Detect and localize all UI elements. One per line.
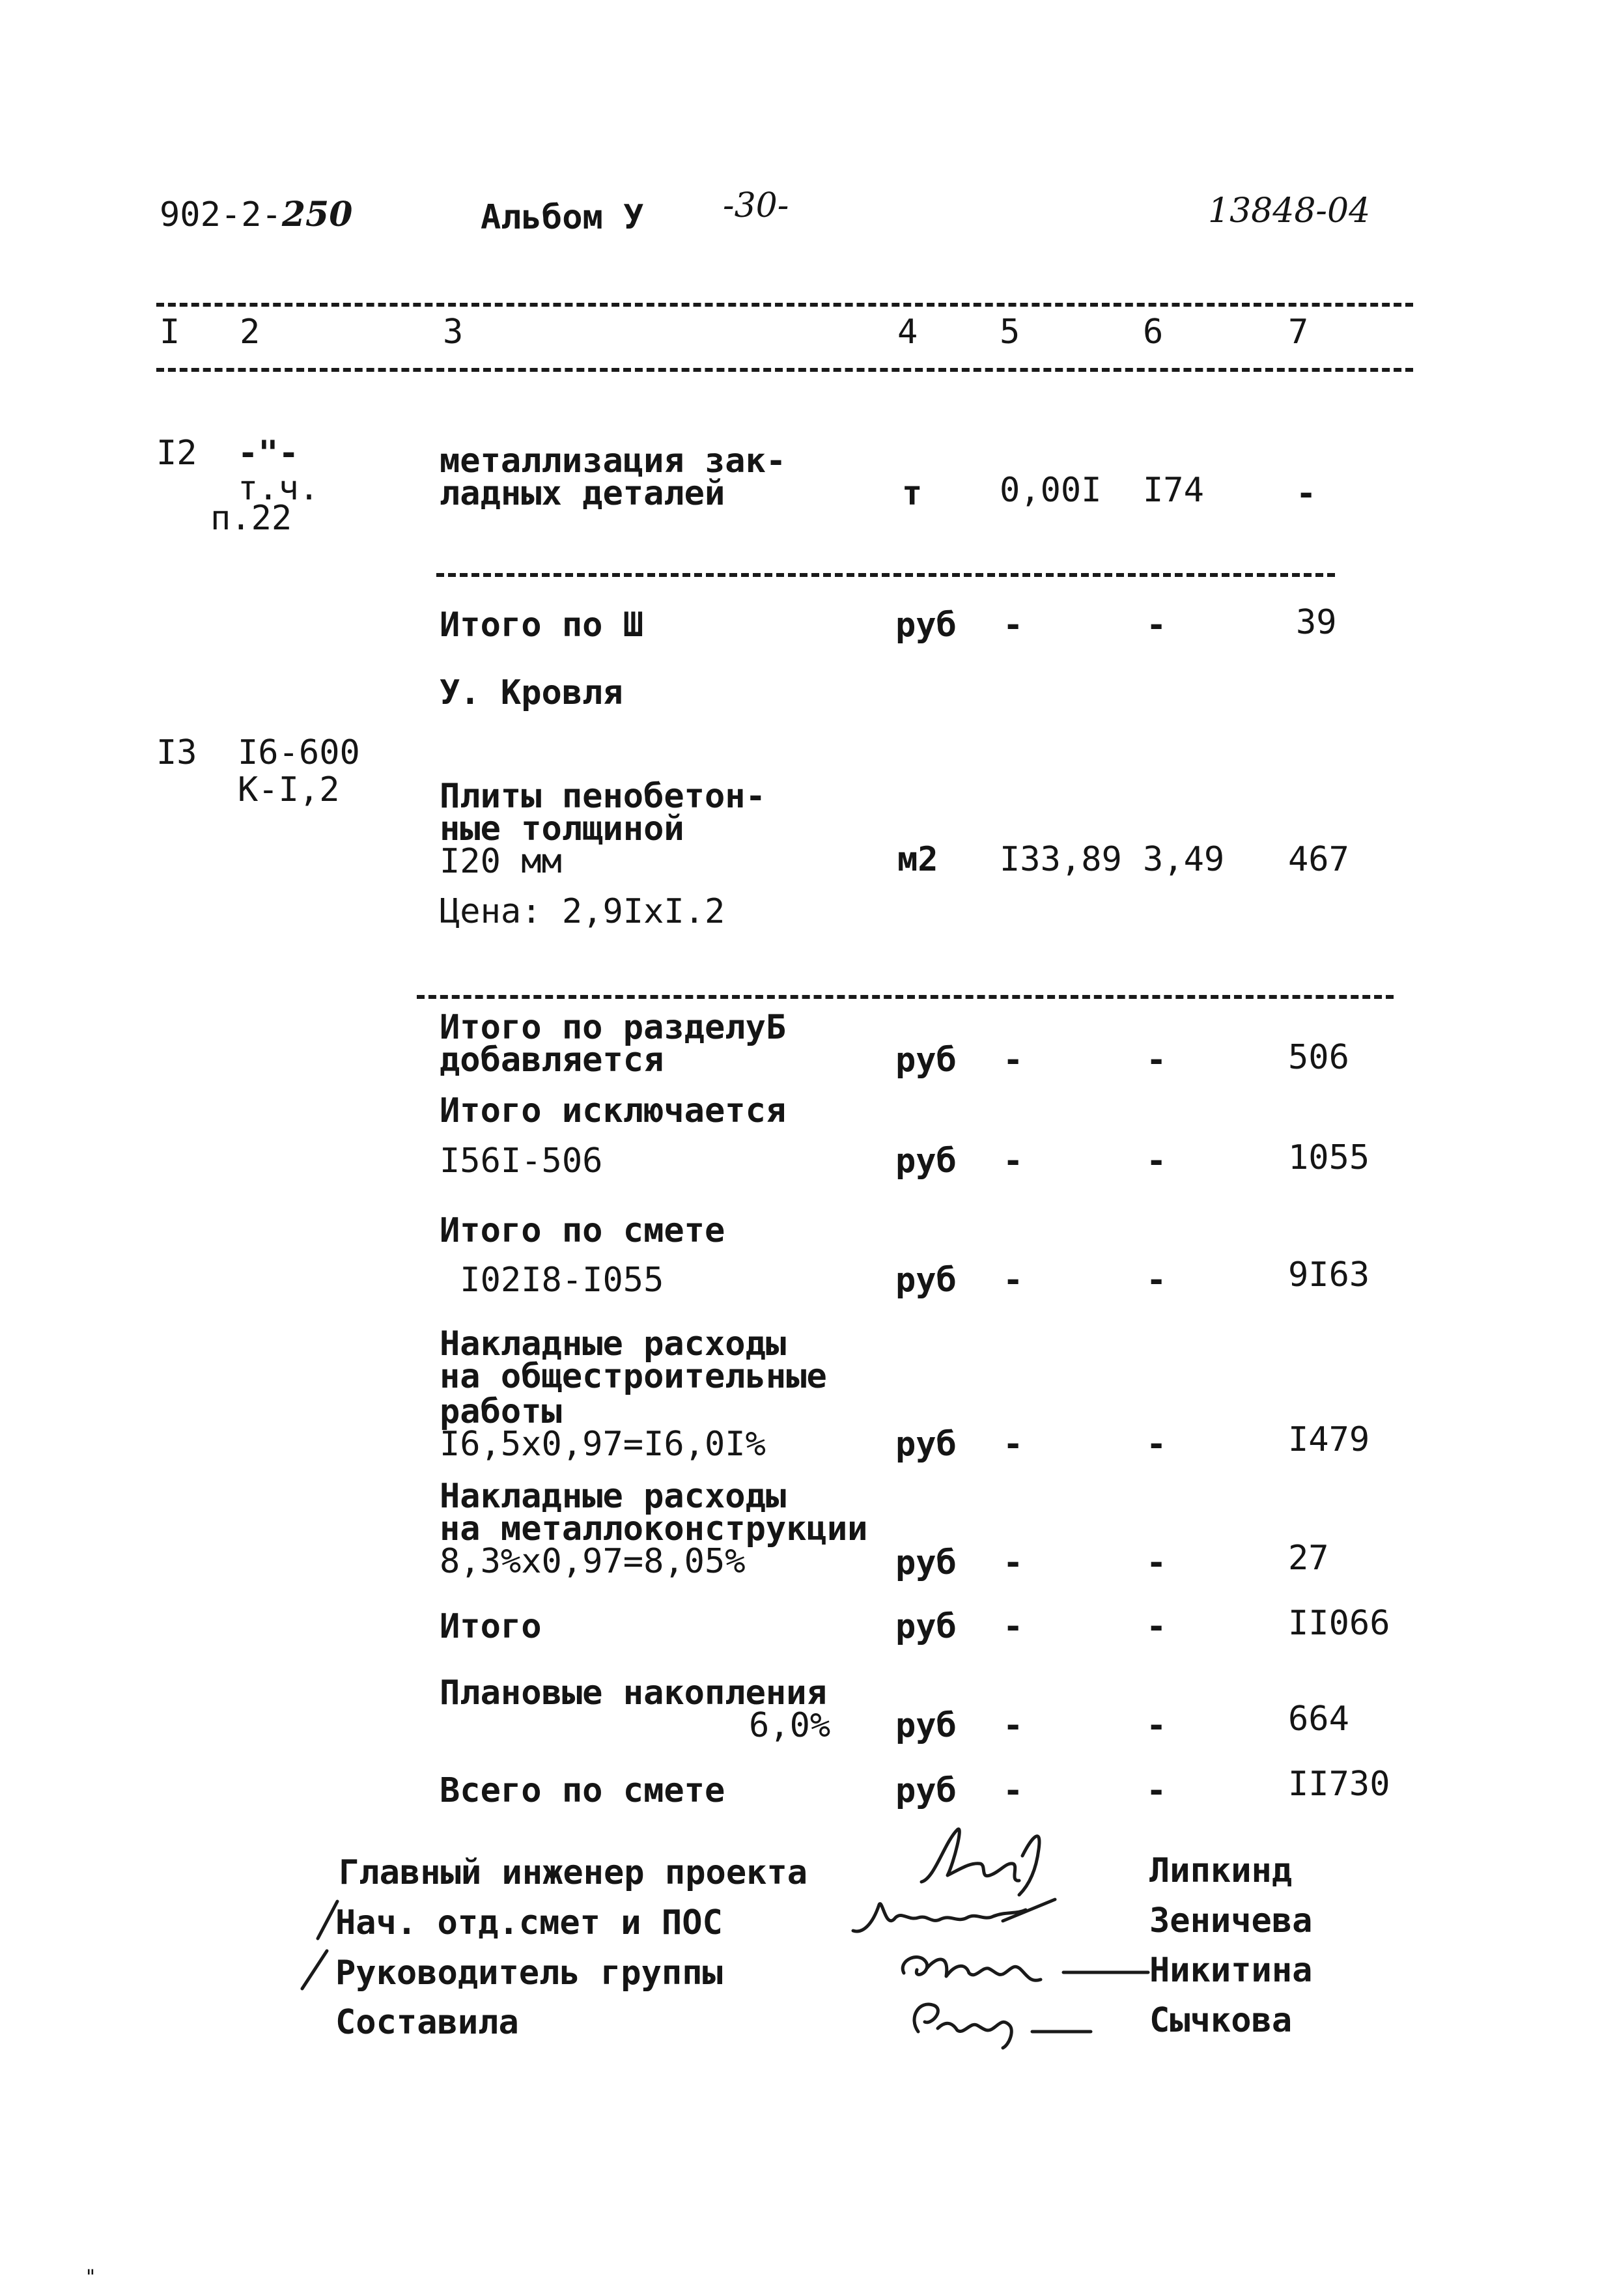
totals-label: 8,3%x0,97=8,05%: [440, 1542, 746, 1581]
totals-label: Накладные расходы: [440, 1477, 787, 1516]
page-number: -30-: [723, 186, 789, 225]
row-12-unit: т: [902, 474, 923, 513]
row-13-unit: м2: [897, 840, 938, 879]
totals-price: -: [1146, 1771, 1167, 1810]
row-13-description: Плиты пенобетон-: [440, 777, 766, 816]
totals-quantity: -: [1003, 1771, 1024, 1810]
signature-image: [908, 1817, 1065, 1901]
totals-unit: руб: [895, 1706, 957, 1745]
totals-label: Всего по смете: [440, 1771, 725, 1810]
totals-unit: руб: [895, 1543, 957, 1582]
totals-label: Итого по разделуБ: [440, 1008, 787, 1047]
totals-price: -: [1146, 1543, 1167, 1582]
row-13-number: I3: [156, 733, 197, 772]
row-13-description: ные толщиной: [440, 809, 684, 848]
row-12-description: ладных деталей: [440, 474, 725, 513]
totals-label: работы: [440, 1392, 562, 1431]
row-12-price: I74: [1143, 471, 1204, 510]
doc-number: [160, 197, 352, 233]
totals-label: I56I-506: [440, 1141, 603, 1181]
row-13-quantity: I33,89: [1000, 840, 1122, 879]
totals-quantity: -: [1003, 1425, 1024, 1464]
row-12-ref: т.ч.: [238, 469, 320, 508]
totals-price: -: [1146, 1141, 1167, 1181]
header-bottom-rule: [156, 368, 1413, 372]
signature-name: Зеничева: [1149, 1901, 1313, 1940]
album-label: Альбом У: [481, 198, 644, 237]
row-13-ref: I6-600: [238, 733, 360, 772]
row-13-description: I20 мм: [440, 842, 562, 881]
column-header-1: I: [160, 313, 180, 352]
row-12-ref: п.22: [210, 499, 292, 538]
column-header-3: 3: [443, 313, 464, 352]
signature-role: Главный инженер проекта: [339, 1853, 808, 1892]
totals-label: добавляется: [440, 1041, 664, 1080]
totals-price: -: [1146, 1706, 1167, 1745]
totals-price: -: [1146, 1041, 1167, 1080]
row-12-quantity: 0,00I: [1000, 471, 1102, 510]
totals-label: Итого: [440, 1607, 542, 1646]
totals-price: -: [1146, 1425, 1167, 1464]
column-header-7: 7: [1288, 313, 1309, 352]
section-title: У. Кровля: [440, 673, 623, 712]
totals-unit: руб: [895, 1041, 957, 1080]
row-12-number: I2: [156, 434, 197, 473]
totals-value: 664: [1288, 1700, 1349, 1739]
header-top-rule: [156, 303, 1413, 307]
row-13-note: Цена: 2,9IxI.2: [440, 892, 725, 931]
column-header-2: 2: [240, 313, 260, 352]
totals-quantity: -: [1003, 1141, 1024, 1181]
stray-mark: ": [85, 2266, 97, 2289]
column-header-5: 5: [1000, 313, 1020, 352]
totals-value: II066: [1288, 1604, 1390, 1643]
totals-quantity: -: [1003, 1041, 1024, 1080]
totals-unit: руб: [895, 1261, 957, 1300]
signature-name: Липкинд: [1149, 1851, 1293, 1890]
signature-name: Сычкова: [1149, 2001, 1293, 2040]
totals-label: I02I8-I055: [440, 1261, 664, 1300]
column-header-6: 6: [1143, 313, 1164, 352]
doc-number-suffix: 250: [281, 195, 353, 234]
section-rule: [417, 995, 1394, 999]
totals-value: I479: [1288, 1420, 1370, 1459]
row-13-price: 3,49: [1143, 840, 1225, 879]
totals-value: II730: [1288, 1765, 1390, 1804]
totals-price: -: [1146, 1607, 1167, 1646]
signature-image: [905, 1993, 1094, 2051]
signature-image: [847, 1892, 1068, 1944]
signature-role: Руководитель группы: [335, 1953, 723, 1993]
subtotal-unit: руб: [895, 606, 957, 645]
signature-name: Никитина: [1149, 1951, 1313, 1990]
margin-slash-mark: [294, 1947, 333, 1993]
totals-label: Итого исключается: [440, 1091, 787, 1130]
totals-label: на металлоконструкции: [440, 1509, 868, 1548]
subtotal-price: -: [1146, 606, 1167, 645]
totals-value: 9I63: [1288, 1255, 1370, 1295]
totals-unit: руб: [895, 1607, 957, 1646]
section-rule: [436, 573, 1335, 577]
row-12-total: -: [1296, 474, 1317, 513]
totals-label: Накладные расходы: [440, 1324, 787, 1364]
totals-value: 27: [1288, 1539, 1329, 1578]
subtotal-total: 39: [1296, 603, 1337, 642]
totals-unit: руб: [895, 1771, 957, 1810]
totals-quantity: -: [1003, 1706, 1024, 1745]
totals-label: Плановые накопления: [440, 1673, 827, 1713]
doc-number-prefix: 902-2-: [160, 195, 282, 234]
signature-image: [891, 1944, 1151, 1996]
totals-value: 1055: [1288, 1138, 1370, 1177]
subtotal-label: Итого по Ш: [440, 606, 644, 645]
totals-quantity: -: [1003, 1607, 1024, 1646]
totals-value: 506: [1288, 1038, 1349, 1077]
row-13-ref: К-I,2: [238, 770, 340, 809]
totals-label: Итого по смете: [440, 1211, 725, 1250]
totals-quantity: -: [1003, 1543, 1024, 1582]
totals-label: 6,0%: [749, 1706, 831, 1745]
totals-label: I6,5x0,97=I6,0I%: [440, 1425, 766, 1464]
row-12-ref: -"-: [238, 434, 299, 473]
signature-role: Нач. отд.смет и ПОС: [335, 1903, 723, 1942]
column-header-4: 4: [897, 313, 918, 352]
totals-quantity: -: [1003, 1261, 1024, 1300]
signature-role: Составила: [335, 2003, 519, 2042]
totals-unit: руб: [895, 1425, 957, 1464]
totals-unit: руб: [895, 1141, 957, 1181]
totals-price: -: [1146, 1261, 1167, 1300]
totals-label: на общестроительные: [440, 1357, 827, 1396]
doc-code: 13848-04: [1208, 191, 1371, 231]
subtotal-quantity: -: [1003, 606, 1024, 645]
row-12-description: металлизация зак-: [440, 441, 787, 481]
margin-slash-mark: [311, 1898, 344, 1944]
row-13-total: 467: [1288, 840, 1349, 879]
